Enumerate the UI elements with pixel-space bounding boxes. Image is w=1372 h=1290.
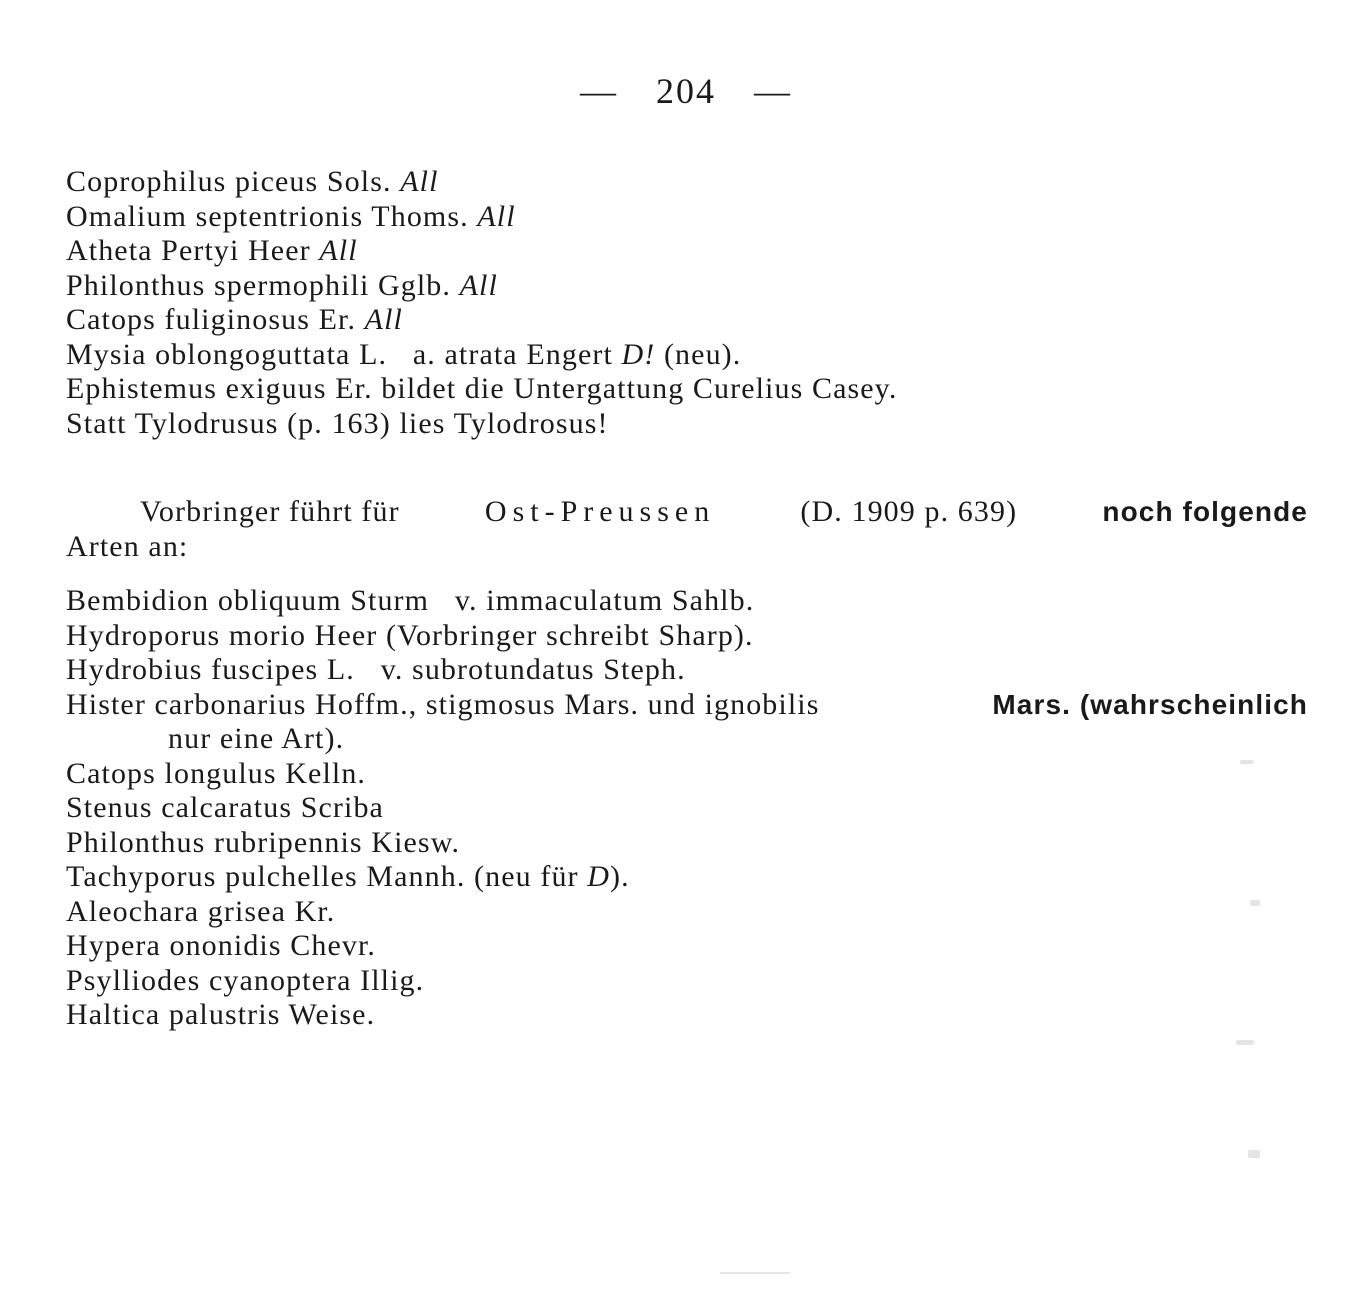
list-item: Hydrobius fuscipes L. v. subrotundatus Steph.	[66, 653, 686, 686]
list-item: Ephistemus exiguus Er. bildet die Untergattung Curelius Casey.	[66, 372, 898, 405]
scan-speck	[1250, 900, 1260, 906]
list-item: Tachyporus pulchelles Mannh. (neu für D).	[66, 860, 630, 893]
paragraph-line-1: Vorbringer führt für Ost-Preussen (D. 1909 p. 639) noch folgende	[140, 495, 1308, 528]
vorbringer-paragraph	[66, 495, 1308, 564]
list-item-hister: Hister carbonarius Hoffm., stigmosus Mars. und ignobilis Mars. (wahrscheinlich	[66, 687, 1308, 721]
species-list-first	[66, 165, 897, 441]
scan-speck	[720, 1272, 790, 1274]
list-item: Bembidion obliquum Sturm v. immaculatum Sahlb.	[66, 584, 755, 617]
scan-speck	[1236, 1040, 1254, 1045]
page-number: 204	[656, 71, 716, 111]
list-item: Haltica palustris Weise.	[66, 998, 376, 1031]
list-item: Stenus calcaratus Scriba	[66, 791, 384, 824]
list-item: Catops longulus Kelln.	[66, 756, 367, 790]
paragraph-line-2: Arten an:	[66, 529, 189, 563]
dash-left: —	[580, 71, 618, 111]
list-item: Atheta Pertyi Heer All	[66, 234, 358, 267]
list-item: Coprophilus piceus Sols. All	[66, 165, 439, 198]
list-item-continuation: nur eine Art).	[168, 722, 345, 755]
list-item: Catops fuliginosus Er. All	[66, 303, 403, 336]
list-item: Philonthus rubripennis Kiesw.	[66, 825, 461, 859]
list-item: Statt Tylodrusus (p. 163) lies Tylodrosus!	[66, 406, 609, 440]
scan-speck	[1240, 760, 1254, 764]
scan-speck	[1248, 1150, 1260, 1158]
page-number-header	[0, 70, 1372, 112]
list-item: Hypera ononidis Chevr.	[66, 929, 376, 962]
list-item: Psylliodes cyanoptera Illig.	[66, 963, 425, 997]
list-item: Mysia oblongoguttata L. a. atrata Engert D! (neu).	[66, 337, 742, 371]
dash-right: —	[754, 71, 792, 111]
list-item: Aleochara grisea Kr.	[66, 894, 336, 928]
list-item: Hydroporus morio Heer (Vorbringer schreibt Sharp).	[66, 618, 754, 652]
species-list-second	[66, 584, 1308, 1033]
list-item: Philonthus spermophili Gglb. All	[66, 268, 498, 302]
list-item: Omalium septentrionis Thoms. All	[66, 199, 516, 233]
